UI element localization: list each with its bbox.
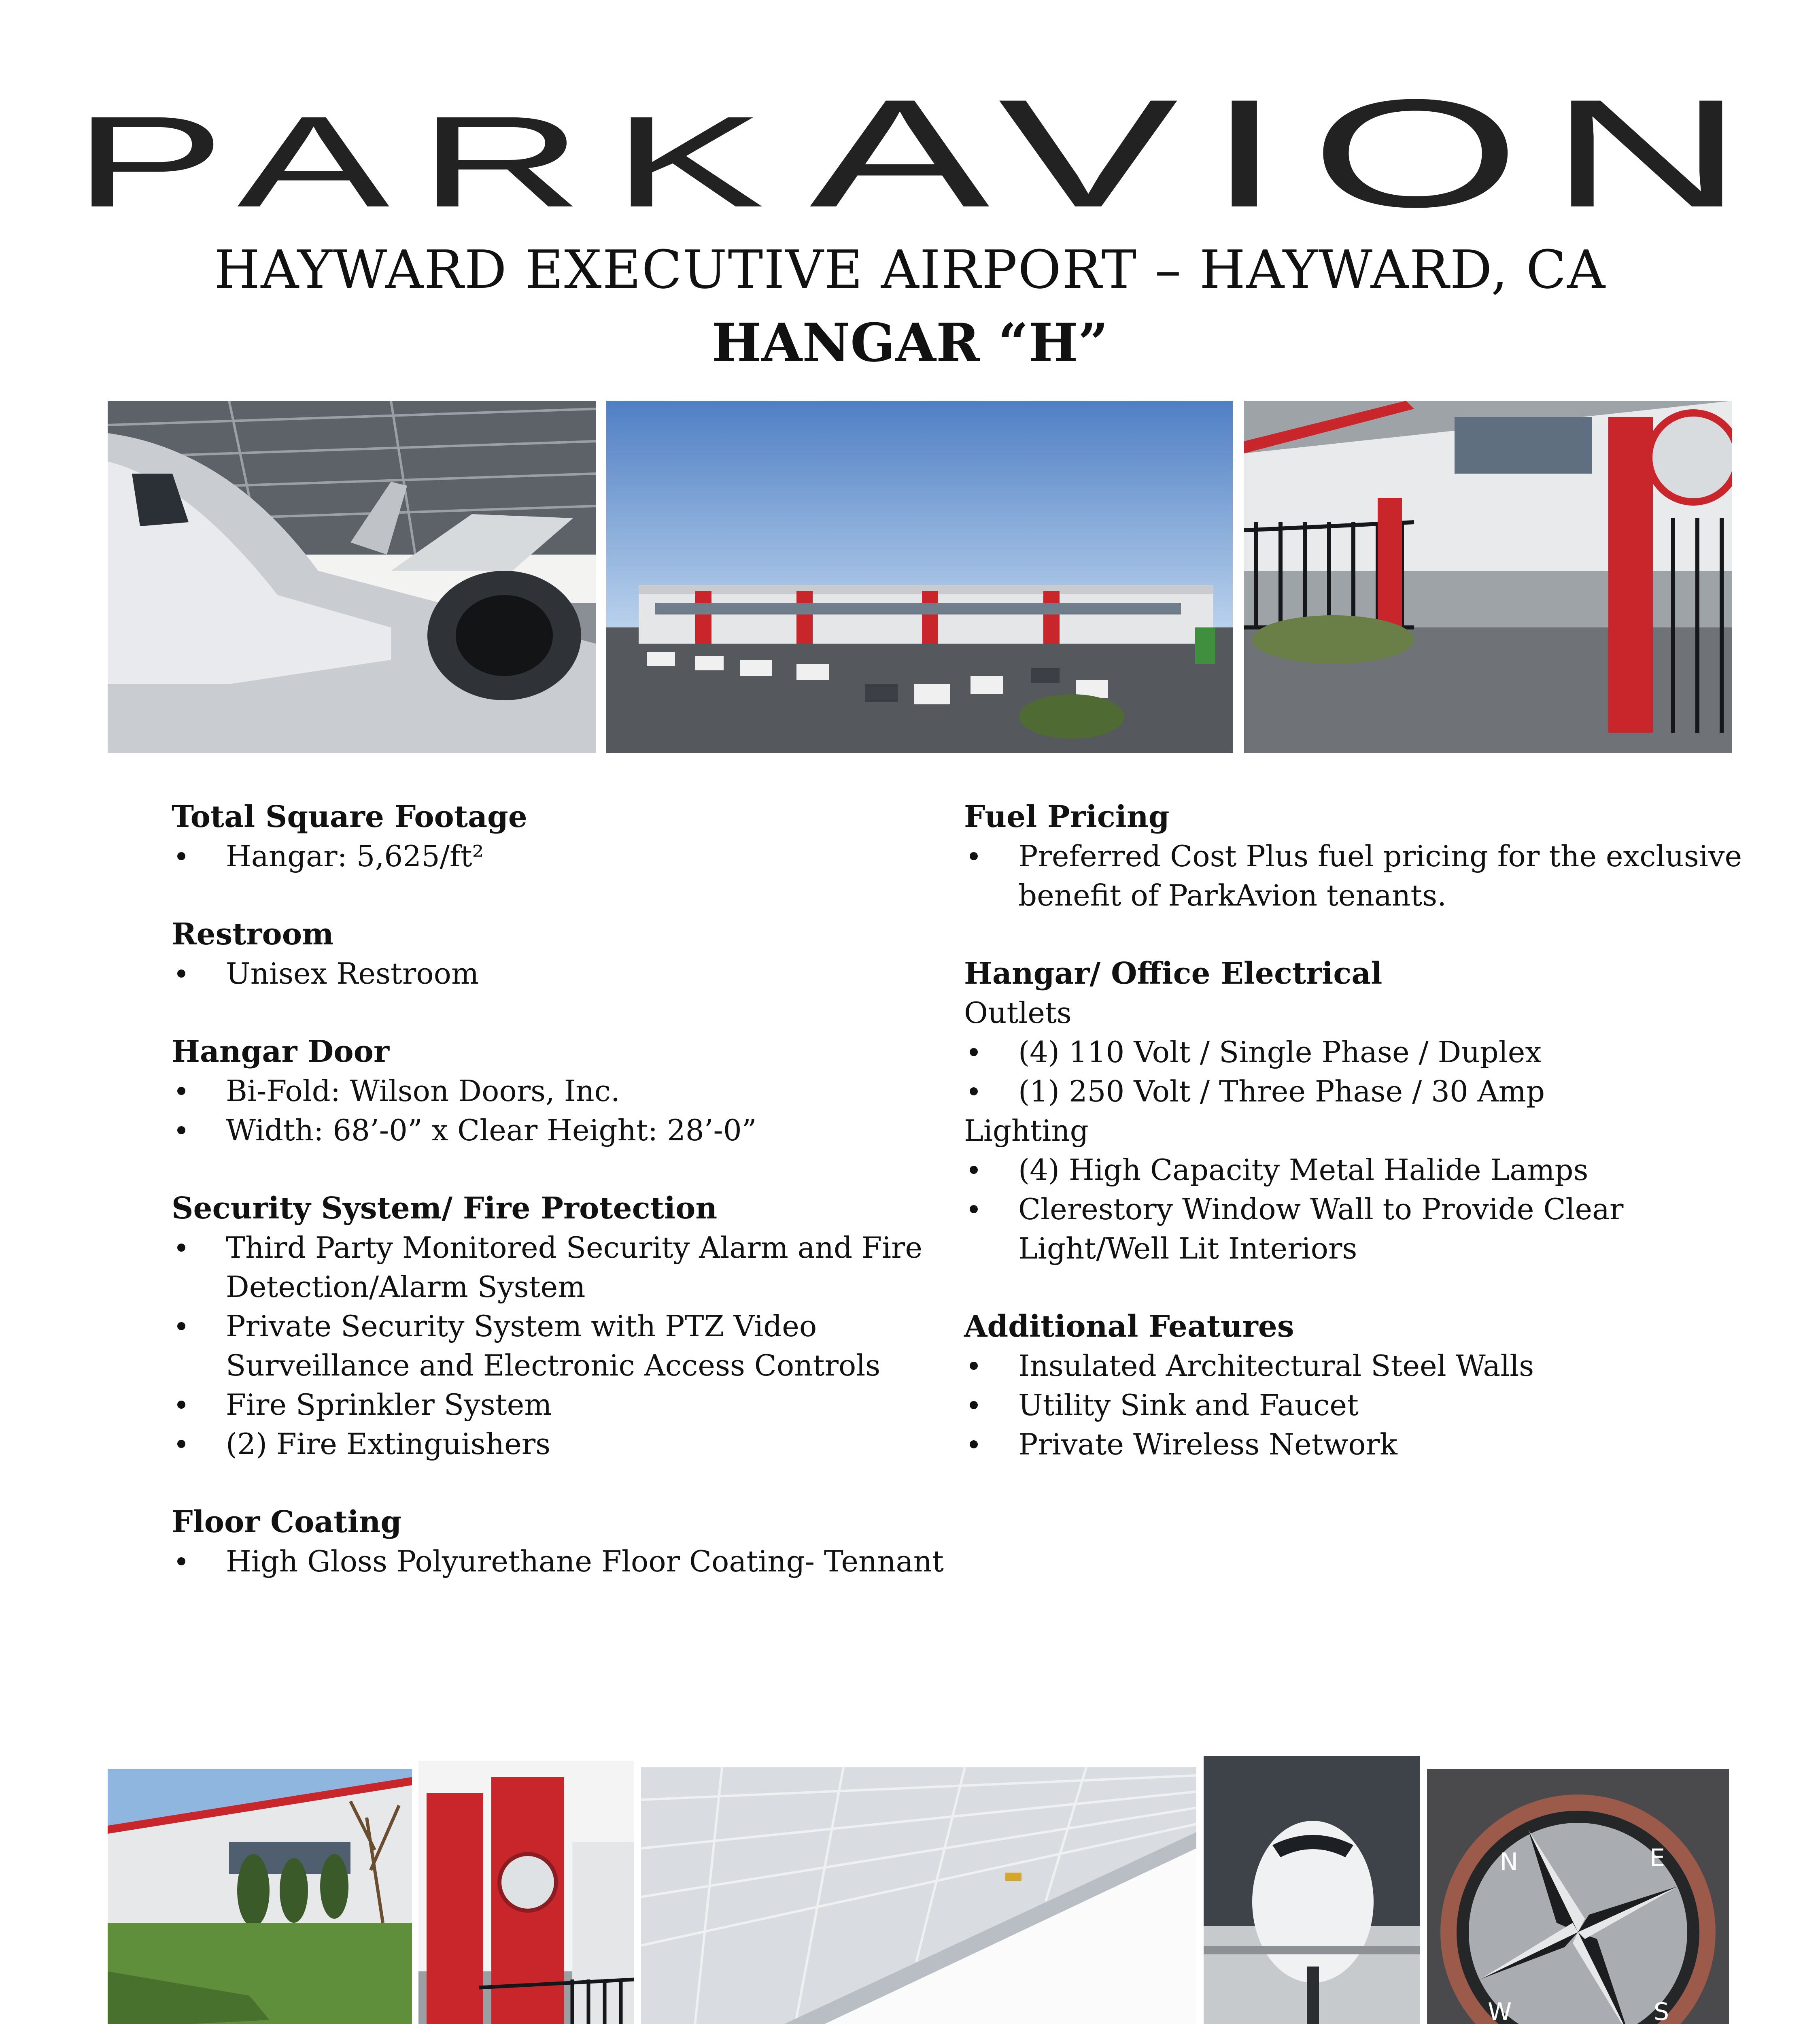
fuel-section (964, 797, 1757, 915)
list-item: Hangar: 5,625/ft² (172, 837, 957, 876)
door-section (172, 1032, 957, 1150)
list-item: Clerestory Window Wall to Provide Clear Light/Well Lit Interiors (964, 1190, 1757, 1268)
security-gate-photo (1244, 401, 1732, 753)
list-item: Width: 68’-0” x Clear Height: 28’-0” (172, 1111, 957, 1150)
compass-s-label: S (1654, 1998, 1669, 2024)
electrical-heading: Hangar/ Office Electrical (964, 956, 1383, 991)
floor-section (172, 1503, 957, 1581)
airport-title: HAYWARD EXECUTIVE AIRPORT – HAYWARD, CA (214, 239, 1606, 300)
list-item: Insulated Architectural Steel Walls (964, 1346, 1757, 1386)
security-section (172, 1189, 957, 1464)
compass-w-label: W (1488, 1998, 1512, 2024)
list-item: Fire Sprinkler System (172, 1385, 957, 1424)
right-column (964, 797, 1757, 1503)
compass-n-label: N (1500, 1848, 1518, 1876)
restroom-section (172, 915, 957, 993)
door-heading: Hangar Door (172, 1034, 389, 1069)
list-item: High Gloss Polyurethane Floor Coating- Tennant (172, 1542, 957, 1581)
lawn-photo (108, 1769, 412, 2024)
aircraft-nose-photo (1204, 1756, 1420, 2024)
hangar-title: HANGAR “H” (711, 312, 1109, 374)
floor-heading: Floor Coating (172, 1505, 402, 1539)
electrical-section (964, 954, 1757, 1268)
left-column (172, 797, 957, 1620)
list-item: (2) Fire Extinguishers (172, 1424, 957, 1464)
list-item: Private Security System with PTZ Video Surveillance and Electronic Access Controls (172, 1307, 957, 1385)
restroom-heading: Restroom (172, 917, 334, 952)
logo-park-text: PARK (73, 89, 793, 219)
lighting-label: Lighting (964, 1114, 1089, 1148)
list-item: (4) High Capacity Metal Halide Lamps (964, 1150, 1757, 1190)
list-item: Unisex Restroom (172, 954, 957, 993)
list-item: Third Party Monitored Security Alarm and Fire Detection/Alarm System (172, 1228, 957, 1307)
list-item: Bi-Fold: Wilson Doors, Inc. (172, 1072, 957, 1111)
hangar-door-photo (641, 1767, 1196, 2024)
list-item: Preferred Cost Plus fuel pricing for the exclusive benefit of ParkAvion tenants. (964, 837, 1757, 915)
sqft-heading: Total Square Footage (172, 799, 527, 834)
jet-hangar-photo (108, 401, 596, 753)
entrance-pillar-photo (418, 1761, 634, 2024)
logo-avion-text: AVION (809, 85, 1773, 219)
outlets-label: Outlets (964, 996, 1072, 1030)
compass-floor-photo (1427, 1769, 1729, 2024)
list-item: Private Wireless Network (964, 1425, 1757, 1464)
fuel-heading: Fuel Pricing (964, 799, 1170, 834)
features-heading: Additional Features (964, 1309, 1294, 1344)
list-item: Utility Sink and Faucet (964, 1386, 1757, 1425)
brand-logo (73, 85, 1773, 219)
features-section (964, 1307, 1757, 1464)
list-item: (4) 110 Volt / Single Phase / Duplex (964, 1033, 1757, 1072)
security-heading: Security System/ Fire Protection (172, 1191, 718, 1226)
sqft-section (172, 797, 957, 876)
compass-e-label: E (1650, 1844, 1665, 1872)
list-item: (1) 250 Volt / Three Phase / 30 Amp (964, 1072, 1757, 1111)
parking-lot-photo (606, 401, 1233, 753)
